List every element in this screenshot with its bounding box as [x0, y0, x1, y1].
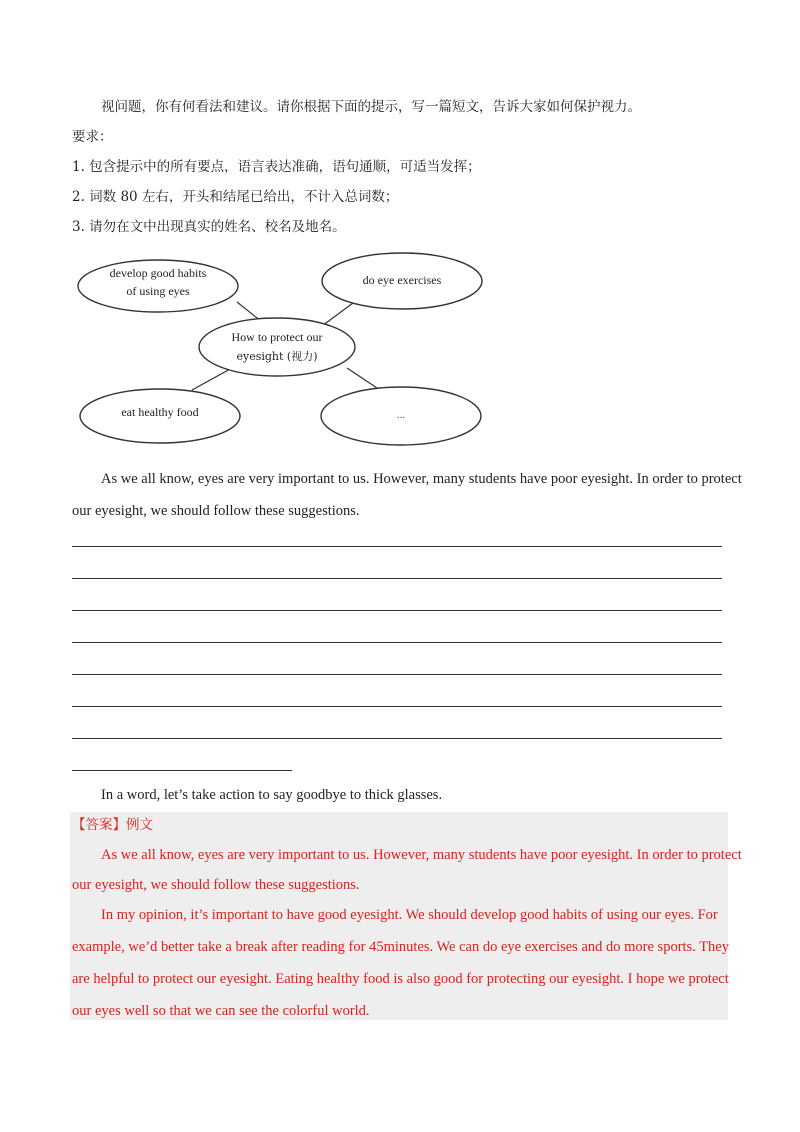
answer-label: 【答案】例文: [72, 817, 153, 833]
node-top-left-text-2: of using eyes: [126, 284, 190, 298]
node-top-right-text: do eye exercises: [362, 273, 442, 287]
writing-line[interactable]: [72, 706, 722, 707]
answer-p1-line-2: our eyesight, we should follow these suggestions.: [72, 877, 360, 893]
node-bottom-left-text: eat healthy food: [121, 405, 199, 419]
writing-line-short[interactable]: [72, 770, 292, 771]
requirement-3: 3. 请勿在文中出现真实的姓名、校名及地名。: [72, 219, 346, 235]
answer-p2-line-2: example, we’d better take a break after reading for 45minutes. We can do eye exercises and do more sports. They: [72, 939, 729, 955]
answer-p2-line-1: In my opinion, it’s important to have good eyesight. We should develop good habits of using our eyes. For: [101, 907, 718, 923]
essay-closing: In a word, let’s take action to say goodbye to thick glasses.: [101, 787, 443, 803]
writing-line[interactable]: [72, 642, 722, 643]
writing-line[interactable]: [72, 578, 722, 579]
node-center-text-2: eyesight (视力): [236, 350, 318, 363]
answer-p1-line-1: As we all know, eyes are very important to us. However, many students have poor eyesight. In order to protect: [101, 847, 742, 863]
answer-p2-line-4: our eyes well so that we can see the colorful world.: [72, 1003, 370, 1019]
node-center-text-1: How to protect our: [231, 330, 323, 344]
writing-line[interactable]: [72, 674, 722, 675]
requirements-title: 要求：: [72, 129, 113, 145]
essay-opening-line-1: As we all know, eyes are very important to us. However, many students have poor eyesight. In order to protect: [101, 471, 742, 487]
requirement-2: 2. 词数 80 左右，开头和结尾已给出，不计入总词数；: [72, 189, 399, 205]
answer-p2-line-3: are helpful to protect our eyesight. Eating healthy food is also good for protecting our eyesight. I hope we protect: [72, 971, 729, 987]
requirement-1: 1. 包含提示中的所有要点，语言表达准确，语句通顺，可适当发挥；: [72, 159, 481, 175]
essay-opening-line-2: our eyesight, we should follow these suggestions.: [72, 503, 360, 519]
mind-map-diagram: [72, 250, 488, 450]
node-bottom-right-text: ...: [396, 409, 406, 421]
writing-line[interactable]: [72, 738, 722, 739]
node-top-left-text-1: develop good habits: [109, 266, 207, 280]
intro-line: 视问题，你有何看法和建议。请你根据下面的提示，写一篇短文，告诉大家如何保护视力。: [101, 99, 641, 115]
writing-line[interactable]: [72, 546, 722, 547]
writing-line[interactable]: [72, 610, 722, 611]
node-center: [199, 318, 355, 376]
